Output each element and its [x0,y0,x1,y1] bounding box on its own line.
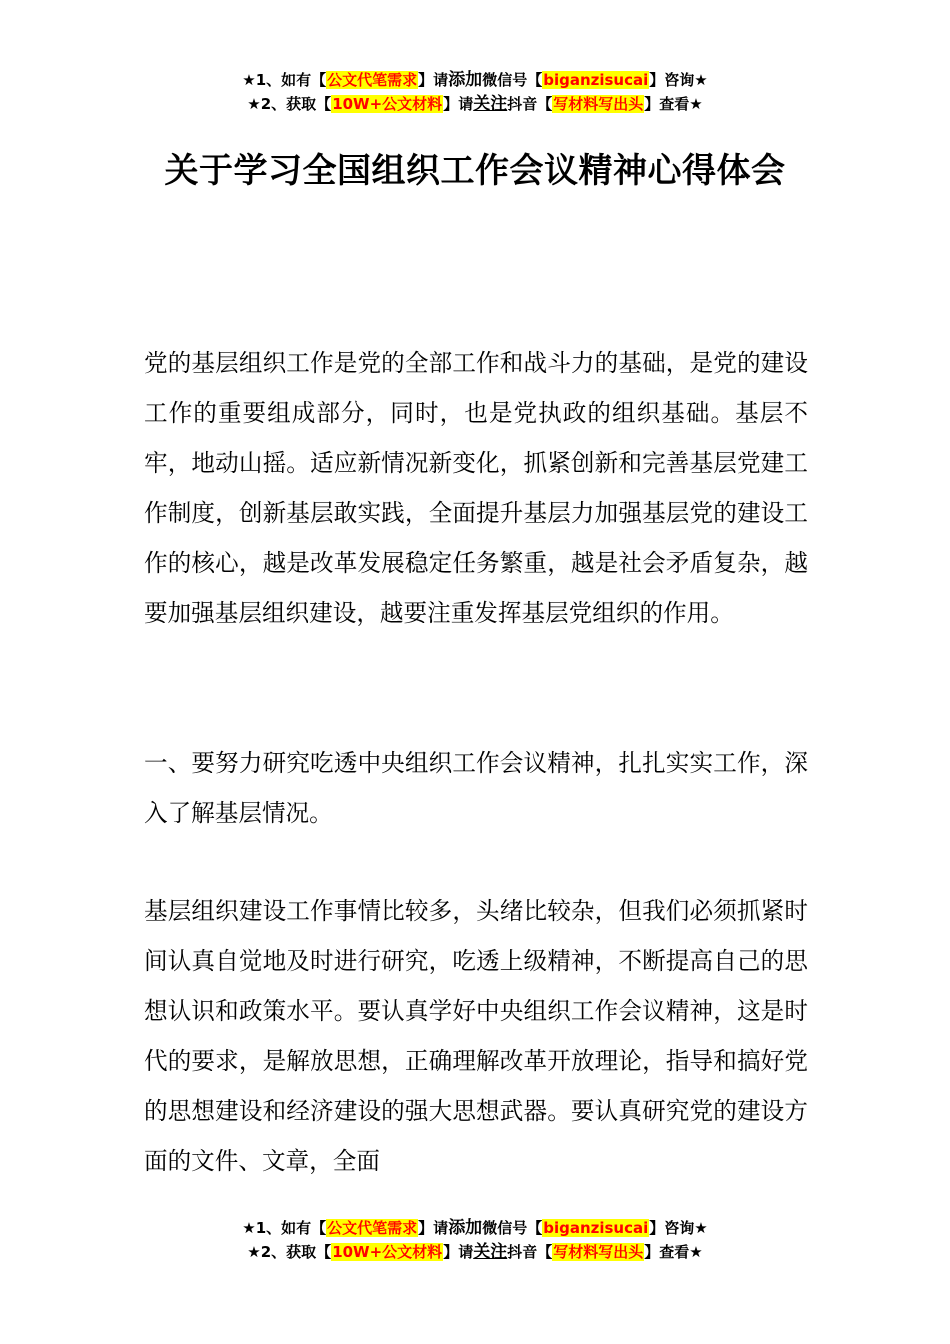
promo-highlight-douyin: 写材料写出头 [553,95,644,113]
promo-highlight-douyin: 写材料写出头 [553,1243,644,1261]
document-title: 关于学习全国组织工作会议精神心得体会 [164,151,786,191]
paragraph-section-body-1: 基层组织建设工作事情比较多，头绪比较杂，但我们必须抓紧时间认真自觉地及时进行研究，吃透上级精神，不断提高自己的思想认识和政策水平。要认真学好中央组织工作会议精神，这是时代的要求，是解放思想，正确理解改革开放理论，指导和搞好党的思想建设和经济建设的强大思想武器。要认真研究党的建设方面的文件、文章，全面 [144,897,808,1175]
promo-highlight-wechat-id: biganzisucai [543,1219,649,1237]
promo-line-1: ★1、如有【公文代笔需求】请添加微信号【biganzisucai】咨询★ [242,1218,708,1238]
promo-line-2: ★2、获取【10W+公文材料】请关注抖音【写材料写出头】查看★ [247,94,703,114]
promo-line-1: ★1、如有【公文代笔需求】请添加微信号【biganzisucai】咨询★ [242,70,708,90]
promo-line-2: ★2、获取【10W+公文材料】请关注抖音【写材料写出头】查看★ [247,1242,703,1262]
paragraph-intro: 党的基层组织工作是党的全部工作和战斗力的基础，是党的建设工作的重要组成部分，同时，也是党执政的组织基础。基层不牢，地动山摇。适应新情况新变化，抓紧创新和完善基层党建工作制度，创新基层敢实践，全面提升基层力加强基层党的建设工作的核心，越是改革发展稳定任务繁重，越是社会矛盾复杂，越要加强基层组织建设，越要注重发挥基层党组织的作用。 [144,349,808,627]
promo-highlight-service: 公文代笔需求 [327,71,418,89]
promo-highlight-materials: 10W+公文材料 [332,95,443,113]
paragraph-section-heading-1: 一、要努力研究吃透中央组织工作会议精神，扎扎实实工作，深入了解基层情况。 [144,749,808,827]
promo-highlight-materials: 10W+公文材料 [332,1243,443,1261]
promo-banner-bottom [0,1216,950,1264]
promo-highlight-wechat-id: biganzisucai [543,71,649,89]
promo-highlight-service: 公文代笔需求 [327,1219,418,1237]
promo-banner-top [0,68,950,116]
